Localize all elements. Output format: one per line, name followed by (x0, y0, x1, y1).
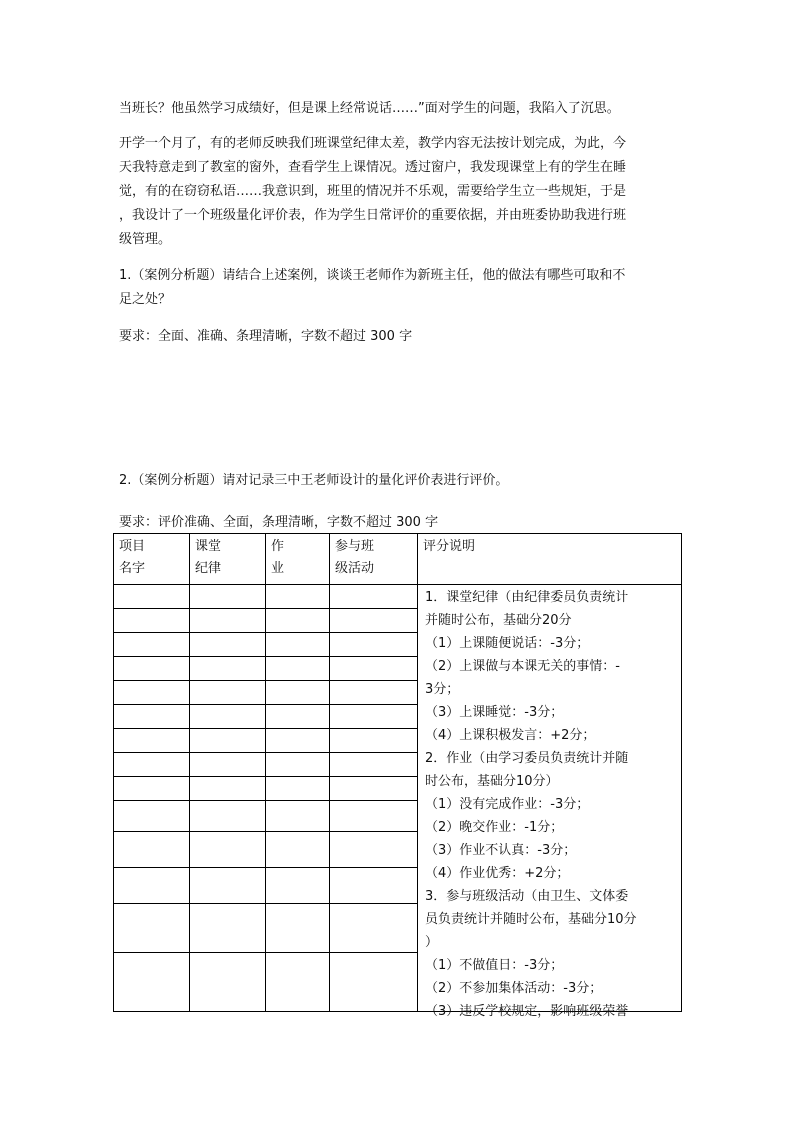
score-cell (266, 904, 330, 953)
score-cell (266, 609, 330, 633)
scoring-notes (418, 585, 681, 1019)
text-line: ，我设计了一个班级量化评价表，作为学生日常评价的重要依据，并由班委协助我进行班 (119, 208, 627, 223)
question-1-requirement (119, 325, 675, 349)
score-cell (190, 801, 266, 832)
text-line: 要求：全面、准确、条理清晰，字数不超过 300 字 (119, 329, 413, 344)
score-cell (114, 868, 190, 904)
score-cell (330, 868, 418, 904)
score-cell (266, 832, 330, 868)
score-cell (114, 633, 190, 657)
score-cell (114, 953, 190, 1012)
score-cell (190, 904, 266, 953)
score-cell (190, 832, 266, 868)
score-cell (190, 705, 266, 729)
score-cell (266, 705, 330, 729)
score-cell (114, 777, 190, 801)
table-row (114, 585, 682, 609)
scoring-rule-line: （2）不参加集体活动：-3分； (425, 981, 603, 996)
scoring-rule-line: （4）作业优秀：+2分； (425, 866, 570, 881)
score-cell (190, 609, 266, 633)
score-cell (190, 681, 266, 705)
scoring-rule-line: 员负责统计并随时公布，基础分10分 (425, 912, 637, 927)
scoring-rule-line: 1．课堂纪律（由纪律委员负责统计 (425, 590, 629, 605)
score-cell (114, 801, 190, 832)
scoring-rule-line: （2）晚交作业：-1分； (425, 820, 564, 835)
score-cell (330, 801, 418, 832)
score-cell (330, 904, 418, 953)
score-cell (266, 868, 330, 904)
score-cell (266, 729, 330, 753)
header-cell-name: 项目 名字 (114, 534, 190, 585)
scoring-rule-line: （3）作业不认真：-3分； (425, 843, 577, 858)
scoring-rule-line: （1）不做值日：-3分； (425, 958, 564, 973)
text-line: 觉，有的在窃窃私语……我意识到，班里的情况并不乐观，需要给学生立一些规矩，于是 (119, 184, 627, 199)
score-cell (330, 753, 418, 777)
score-cell (330, 705, 418, 729)
score-cell (190, 729, 266, 753)
text-line: 天我特意走到了教室的窗外，查看学生上课情况。透过窗户，我发现课堂上有的学生在睡 (119, 160, 627, 175)
text-line: 开学一个月了，有的老师反映我们班课堂纪律太差，教学内容无法按计划完成，为此，今 (119, 136, 627, 151)
score-cell (190, 585, 266, 609)
scoring-rule-line: 2．作业（由学习委员负责统计并随 (425, 751, 629, 766)
score-cell (266, 753, 330, 777)
score-cell (330, 633, 418, 657)
header-cell-scoring-notes: 评分说明 (418, 534, 682, 585)
scoring-notes-cell (418, 585, 682, 1019)
passage-paragraph-2 (119, 132, 675, 252)
score-cell (266, 777, 330, 801)
score-cell (266, 681, 330, 705)
score-cell (114, 609, 190, 633)
score-cell (330, 729, 418, 753)
score-cell (114, 705, 190, 729)
score-cell (190, 777, 266, 801)
score-cell (114, 681, 190, 705)
score-cell (114, 904, 190, 953)
scoring-rule-line: （4）上课积极发言：+2分； (425, 728, 596, 743)
score-cell (190, 753, 266, 777)
score-cell (330, 953, 418, 1012)
header-cell-discipline: 课堂 纪律 (190, 534, 266, 585)
score-cell (266, 953, 330, 1012)
header-cell-activities: 参与班 级活动 (330, 534, 418, 585)
score-cell (266, 633, 330, 657)
score-cell (330, 832, 418, 868)
passage-paragraph-1 (119, 97, 675, 121)
question-2 (119, 469, 675, 493)
score-cell (190, 657, 266, 681)
score-cell (190, 868, 266, 904)
score-cell (114, 753, 190, 777)
score-cell (330, 777, 418, 801)
scoring-rule-line: 时公布，基础分10分） (425, 774, 559, 789)
evaluation-table (113, 533, 682, 1019)
text-line: 要求：评价准确、全面，条理清晰，字数不超过 300 字 (119, 515, 439, 530)
score-cell (330, 681, 418, 705)
question-2-requirement (119, 511, 675, 535)
text-line: 当班长？他虽然学习成绩好，但是课上经常说话……”面对学生的问题，我陷入了沉思。 (119, 101, 620, 116)
score-cell (330, 657, 418, 681)
text-line: 级管理。 (119, 232, 172, 247)
score-cell (190, 953, 266, 1012)
score-cell (266, 801, 330, 832)
score-cell (266, 585, 330, 609)
score-cell (114, 832, 190, 868)
scoring-rule-line: （2）上课做与本课无关的事情：- (425, 659, 620, 674)
score-cell (114, 729, 190, 753)
scoring-rule-line: ） (425, 935, 439, 950)
header-cell-homework: 作 业 (266, 534, 330, 585)
question-1 (119, 264, 675, 312)
score-cell (114, 657, 190, 681)
scoring-rule-line: 3．参与班级活动（由卫生、文体委 (425, 889, 629, 904)
table-header-row (114, 534, 682, 585)
score-cell (114, 585, 190, 609)
scoring-rule-line: 并随时公布，基础分20分 (425, 613, 572, 628)
text-line: 足之处？ (119, 292, 172, 307)
score-cell (330, 585, 418, 609)
score-cell (190, 633, 266, 657)
text-line: 2.（案例分析题）请对记录三中王老师设计的量化评价表进行评价。 (119, 473, 509, 488)
scoring-rule-line: （3）违反学校规定，影响班级荣誉 (425, 1004, 629, 1019)
score-cell (330, 609, 418, 633)
scoring-rule-line: （1）没有完成作业：-3分； (425, 797, 590, 812)
scoring-rule-line: （1）上课随便说话：-3分； (425, 636, 590, 651)
scoring-rule-line: （3）上课睡觉：-3分； (425, 705, 564, 720)
scoring-rule-line: 3分； (425, 682, 460, 697)
text-line: 1.（案例分析题）请结合上述案例，谈谈王老师作为新班主任，他的做法有哪些可取和不 (119, 268, 626, 283)
score-cell (266, 657, 330, 681)
